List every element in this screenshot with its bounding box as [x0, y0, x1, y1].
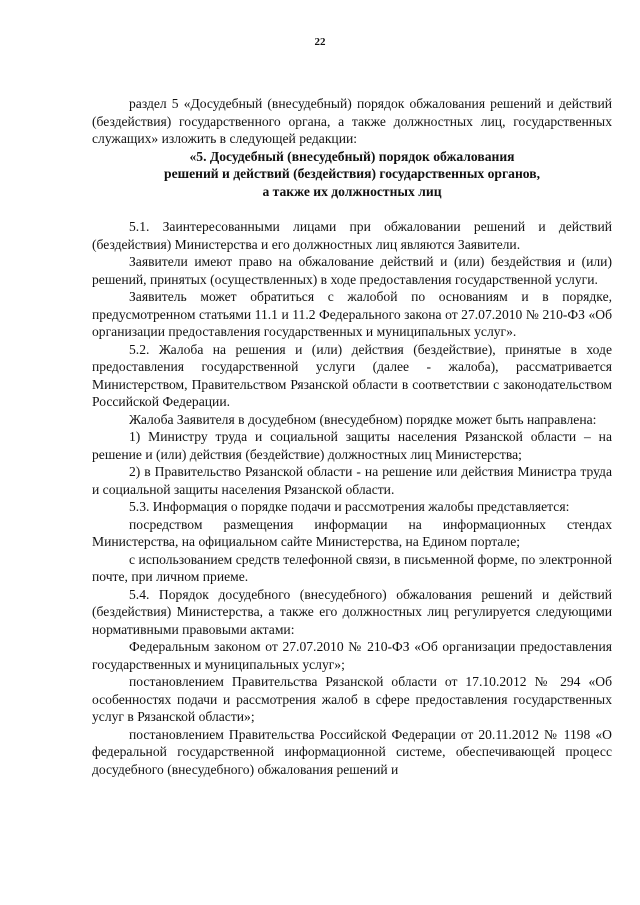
paragraph-rf-resolution: постановлением Правительства Российской Федерации от 20.11.2012 № 1198 «О федеральной государственной информационной системе, обеспечивающей процесс досудебного (внесудебного) обжалования решений и	[92, 726, 612, 777]
spacer	[92, 200, 612, 218]
list-item-2: 2) в Правительство Рязанской области - на решение или действия Министра труда и социальной защиты населения Рязанской области.	[92, 464, 612, 497]
document-body	[92, 95, 612, 778]
section-heading-line-3: а также их должностных лиц	[262, 183, 442, 199]
paragraph-5-1: 5.1. Заинтересованными лицами при обжаловании решений и действий (бездействия) Министерства и его должностных лиц являются Заявители.	[92, 219, 612, 252]
page-number: 22	[314, 36, 326, 48]
paragraph-ryazan-resolution: постановлением Правительства Рязанской области от 17.10.2012 № 294 «Об особенностях подачи и рассмотрения жалоб в сфере предоставления государственных услуг в Рязанской области»;	[92, 674, 612, 724]
paragraph-complaint-directed: Жалоба Заявителя в досудебном (внесудебном) порядке может быть направлена:	[129, 411, 597, 427]
paragraph-5-4: 5.4. Порядок досудебного (внесудебного) обжалования решений и действий (бездействия) Министерства, а также его должностных лиц регулируется следующими нормативными правовыми актами:	[92, 586, 612, 637]
list-item-1: 1) Министру труда и социальной защиты населения Рязанской области – на решение и (или) действия (бездействие) должностных лиц Министерства;	[92, 429, 612, 462]
paragraph-applicant-complaint: Заявитель может обратиться с жалобой по основаниям и в порядке, предусмотренном статьями 11.1 и 11.2 Федерального закона от 27.07.2010 № 210-ФЗ «Об организации предоставления государственных и муниципальных услуг».	[92, 289, 612, 339]
paragraph-5-3: 5.3. Информация о порядке подачи и рассмотрения жалобы представляется:	[129, 499, 570, 514]
section-heading-line-2: решений и действий (бездействия) государственных органов,	[164, 166, 540, 181]
paragraph-applicant-rights: Заявители имеют право на обжалование действий и (или) бездействия и (или) решений, принятых (осуществленных) в ходе предоставления государственной услуги.	[92, 254, 612, 287]
paragraph-info-stands: посредством размещения информации на информационных стендах Министерства, на официальном сайте Министерства, на Едином портале;	[92, 516, 612, 549]
paragraph-federal-law: Федеральным законом от 27.07.2010 № 210-ФЗ «Об организации предоставления государственных и муниципальных услуг»;	[92, 639, 612, 672]
paragraph-5-2: 5.2. Жалоба на решения и (или) действия (бездействие), принятые в ходе предоставления государственной услуги (далее - жалоба), рассматривается Министерством, Правительством Рязанской области в соответствии с законодательством Российской Федерации.	[92, 341, 612, 409]
paragraph-info-phone: с использованием средств телефонной связи, в письменной форме, по электронной почте, при личном приеме.	[92, 551, 612, 584]
intro-paragraph: раздел 5 «Досудебный (внесудебный) порядок обжалования решений и действий (бездействия) государственного органа, а также должностных лиц, государственных служащих» изложить в следующей редакции:	[92, 96, 612, 146]
section-heading-line-1: «5. Досудебный (внесудебный) порядок обжалования	[189, 148, 515, 164]
